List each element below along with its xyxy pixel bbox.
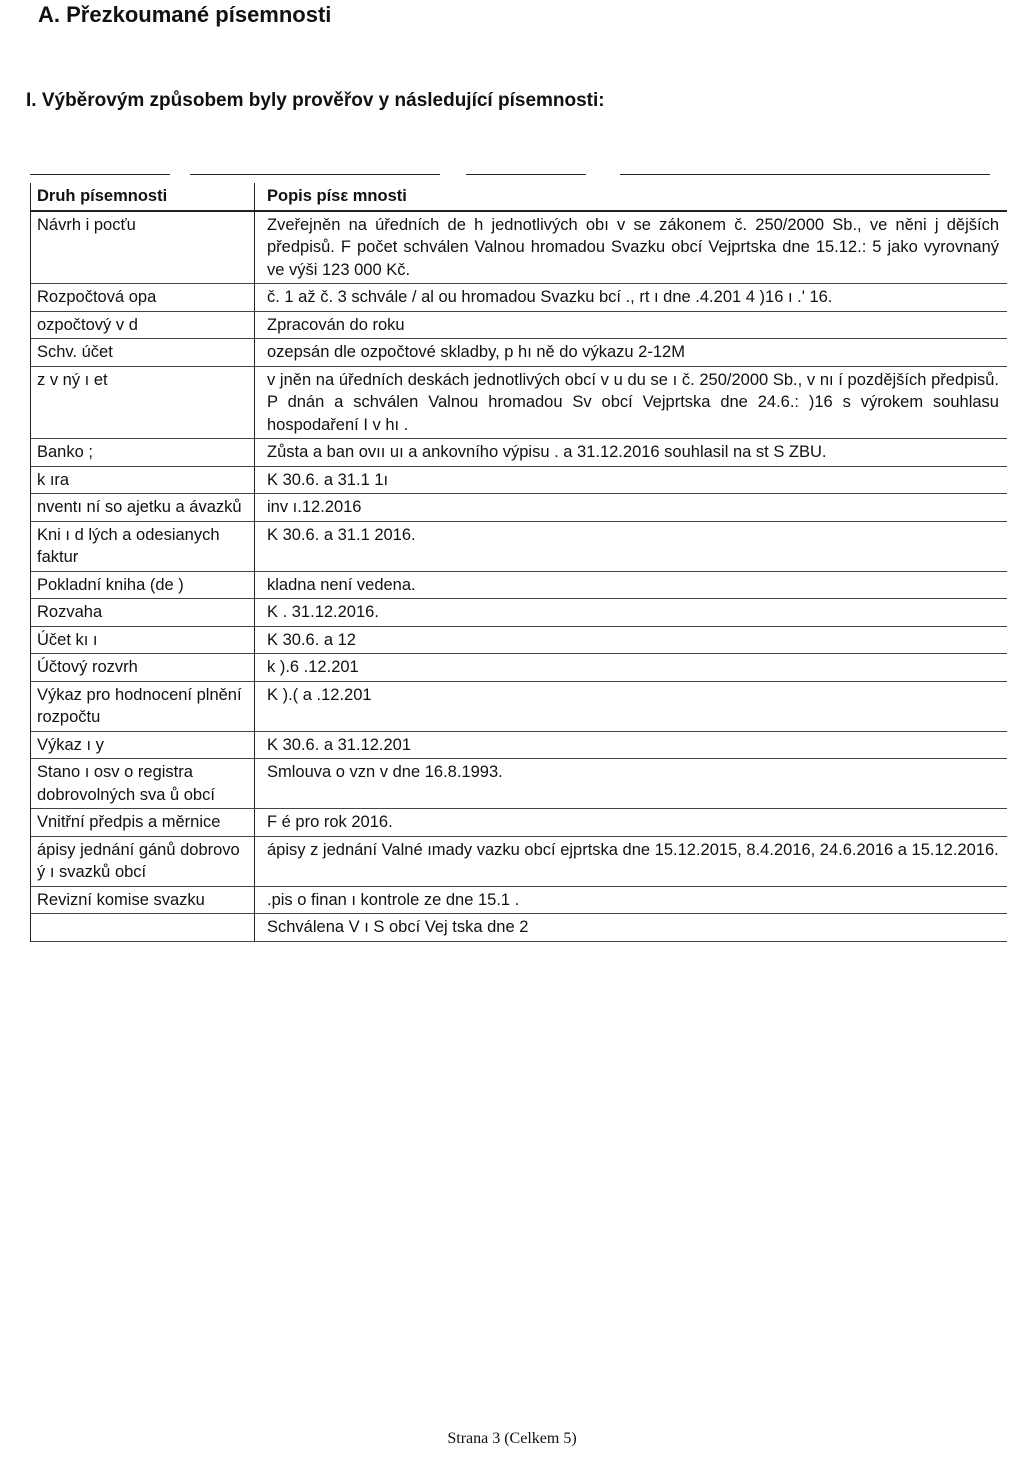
table-row [31,759,1007,809]
cell-description: F é pro rok 2016. [267,813,393,831]
cell-description: Schválena V ı S obcí Vej tska dne 2 [267,918,529,936]
table-row [31,654,1007,682]
section-title: A. Přezkoumané písemnosti [38,2,332,27]
cell-type: Kni ı d lých a odesianych faktur [31,522,255,571]
cell-type: Výkaz ı y [31,732,255,759]
cell-type: Schv. účet [31,339,255,366]
cell-description: inv ı.12.2016 [267,498,362,516]
cell-description: K 30.6. a 31.1 2016. [267,525,416,544]
table-row [31,467,1007,495]
cell-type: ápisy jednání gánů dobrovo ý ı svazků obcí [31,837,255,886]
cell-type: Návrh i pocťu [31,212,255,284]
cell-description: ápisy z jednání Valné ımady vazku obcí ejprtska dne 15.12.2015, 8.4.2016, 24.6.2016 a 15.12.2016. [267,840,999,859]
cell-description: v jněn na úředních deskách jednotlivých obcí v u du se ı č. 250/2000 Sb., v nı í pozdějších předpisů. P dnán a schválen Valnou hromadou Sv obcí Vejprtska dne 24.6.: )16 s výrokem souhlasu hospodaření I v hı . [267,370,999,434]
cell-type: Rozvaha [31,599,255,626]
cell-description: Smlouva o vzn v dne 16.8.1993. [267,763,503,781]
header-description: Popis písε mnosti [267,187,407,205]
cell-description: K ).( a .12.201 [267,685,372,704]
table-row [31,339,1007,367]
cell-description: K . 31.12.2016. [267,603,379,621]
table-row [31,887,1007,915]
table-row [31,494,1007,522]
cell-description: č. 1 až č. 3 schvále / al ou hromadou Svazku bcí ., rt ı dne .4.201 4 )16 ı .' 16. [267,288,833,306]
table-row [31,522,1007,572]
documents-table [30,183,1007,942]
cell-description: kladna není vedena. [267,575,416,594]
cell-type: Vnitřní předpis a měrnice [31,809,255,836]
page-footer: Strana 3 (Celkem 5) [447,1430,577,1447]
table-row [31,837,1007,887]
table-row [31,284,1007,312]
table-row [31,914,1007,942]
table-row [31,439,1007,467]
table-header [31,183,1007,212]
table-row [31,312,1007,340]
top-rule [466,174,586,175]
cell-description: Zpracován do roku [267,315,405,334]
table-row [31,732,1007,760]
table-row [31,682,1007,732]
cell-type: Stano ı osv o registra dobrovolných sva ů obcí [31,759,255,808]
cell-type: Pokladní kniha (de ) [31,572,255,599]
cell-type: z v ný ı et [31,367,255,439]
cell-description: ozepsán dle ozpočtové skladby, p hı ně do výkazu 2-12M [267,343,685,361]
cell-type: ozpočtový v d [31,312,255,339]
table-row [31,627,1007,655]
cell-description: k ).6 .12.201 [267,658,359,676]
header-type: Druh písemnosti [31,183,255,210]
subsection-title: I. Výběrovým způsobem byly prověřov y následující písemnosti: [26,90,605,111]
cell-type: nventı ní so ajetku a ávazků [31,494,255,521]
cell-type: Rozpočtová opa [31,284,255,311]
cell-type: Účet kı ı [31,627,255,654]
top-rule [30,174,170,175]
cell-description: K 30.6. a 12 [267,630,356,649]
cell-description: Zůsta a ban ovıı uı a ankovního výpisu . a 31.12.2016 souhlasil na st S ZBU. [267,443,827,461]
cell-type: Revizní komise svazku [31,887,255,914]
cell-type: Banko ; [31,439,255,466]
cell-description: Zveřejněn na úředních de h jednotlivých obı v se zákonem č. 250/2000 Sb., ve něni j dějších předpisů. F počet schválen Valnou hromadou Svazku obcí Vejprtska dne 15.12.: 5 jako vyrovnaný ve výši 123 000 Kč. [267,215,999,279]
table-row [31,809,1007,837]
table-row [31,599,1007,627]
cell-type: Účtový rozvrh [31,654,255,681]
table-row [31,572,1007,600]
cell-type [31,914,255,941]
top-rule [190,174,440,175]
cell-type: k ıra [31,467,255,494]
cell-description: .pis o finan ı kontrole ze dne 15.1 . [267,890,520,909]
cell-description: K 30.6. a 31.12.201 [267,735,412,754]
cell-type: Výkaz pro hodnocení plnění rozpočtu [31,682,255,731]
table-row [31,212,1007,285]
cell-description: K 30.6. a 31.1 1ı [267,470,389,489]
top-rule [620,174,990,175]
table-row [31,367,1007,440]
